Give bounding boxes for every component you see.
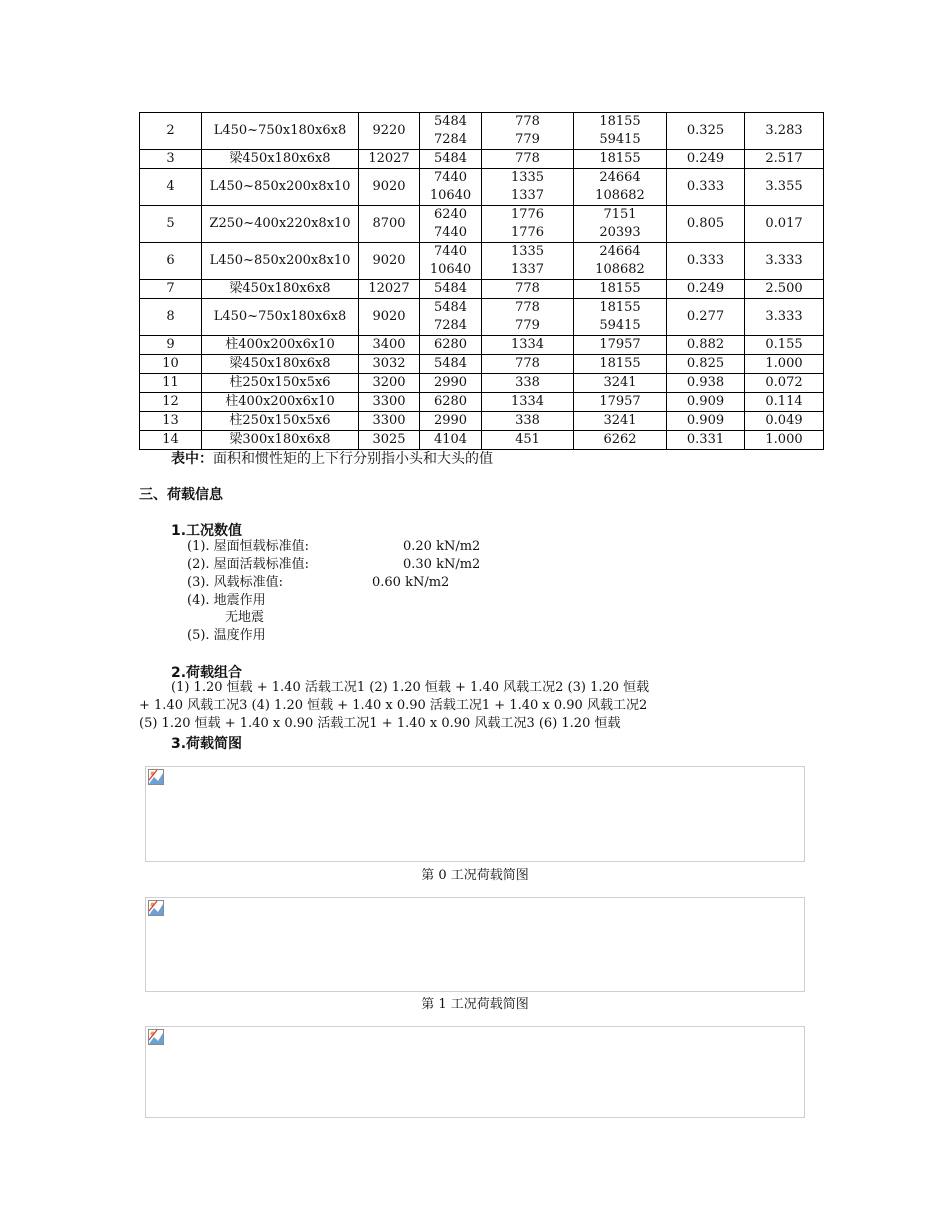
load-diagram-image [145,1026,805,1118]
cell-line: 24664 [599,244,641,259]
cell-section: L450~750x180x6x8 [202,113,359,150]
cell-iy [574,206,667,243]
cell-area [420,150,482,169]
table-note-text: 面积和惯性矩的上下行分别指小头和大头的值 [213,451,493,467]
cell-line: 18155 [599,151,641,166]
cell-line: 6240 [433,207,468,222]
cell-no: 4 [140,169,202,206]
cell-no: 8 [140,299,202,336]
cell-line: 1334 [510,337,545,352]
combination-line: + 1.40 风载工况3 (4) 1.20 恒载 + 1.40 x 0.90 活载工况1 + 1.40 x 0.90 风载工况2 [139,698,648,713]
cell-line: 3241 [603,413,637,428]
cell-no: 2 [140,113,202,150]
condition-item: (4). 地震作用 [187,593,266,608]
cell-no: 11 [140,374,202,393]
cell-no: 5 [140,206,202,243]
cell-iy [574,113,667,150]
cell-ratio-1: 0.249 [667,280,745,299]
cell-line: 778 [515,300,540,315]
cell-ratio-2: 3.355 [745,169,824,206]
cell-ratio-1: 0.325 [667,113,745,150]
cell-iy [574,280,667,299]
cell-length: 3300 [359,393,420,412]
cell-line: 5484 [433,151,468,166]
cell-line: 7284 [433,132,468,147]
combinations-title: 2.荷载组合 [171,665,243,681]
cell-length: 9020 [359,169,420,206]
cell-section: 柱250x150x5x6 [202,374,359,393]
cell-ratio-1: 0.938 [667,374,745,393]
condition-item: (5). 温度作用 [187,628,266,643]
cell-line: 778 [515,356,540,371]
cell-ratio-2: 3.333 [745,243,824,280]
cell-area [420,299,482,336]
cell-line: 5484 [433,281,468,296]
cell-length: 9020 [359,243,420,280]
table-row [140,169,824,206]
cell-line: 108682 [595,188,645,203]
broken-image-icon [148,1029,164,1045]
cell-line: 3241 [603,375,637,390]
cell-section: 梁450x180x6x8 [202,280,359,299]
cell-length: 9020 [359,299,420,336]
condition-item: (3). 风载标准值: [187,575,284,590]
cell-line: 6280 [433,337,468,352]
cell-ratio-1: 0.277 [667,299,745,336]
cell-ix [482,336,574,355]
cell-line: 779 [515,132,540,147]
table-note [171,448,493,468]
cell-ratio-2: 1.000 [745,431,824,450]
cell-no: 14 [140,431,202,450]
cell-line: 779 [515,318,540,333]
cell-no: 12 [140,393,202,412]
cell-no: 9 [140,336,202,355]
table-row [140,113,824,150]
cell-line: 6262 [603,432,637,447]
condition-value: 0.30 kN/m2 [403,557,481,572]
cell-area [420,431,482,450]
cell-line: 18155 [599,114,641,129]
cell-line: 7440 [433,225,468,240]
cell-section: 柱400x200x6x10 [202,393,359,412]
load-diagram-image [145,897,805,992]
cell-line: 17957 [599,394,641,409]
cell-no: 7 [140,280,202,299]
cell-line: 5484 [433,114,468,129]
table-row [140,150,824,169]
table-note-label: 表中： [171,451,213,467]
cell-section: 柱250x150x5x6 [202,412,359,431]
cell-ix [482,412,574,431]
cell-ix [482,169,574,206]
condition-value: 0.20 kN/m2 [403,539,481,554]
cell-section: 梁300x180x6x8 [202,431,359,450]
cell-section: L450~750x180x6x8 [202,299,359,336]
cell-line: 778 [515,114,540,129]
load-diagram-image [145,766,805,862]
condition-item: 无地震 [225,610,265,625]
table-row [140,243,824,280]
cell-iy [574,374,667,393]
cell-section: 梁450x180x6x8 [202,150,359,169]
condition-value: 0.60 kN/m2 [372,575,450,590]
table-row [140,393,824,412]
cell-ratio-2: 2.500 [745,280,824,299]
cell-iy [574,412,667,431]
cell-iy [574,150,667,169]
section-title: 三、荷载信息 [139,487,223,503]
cell-line: 108682 [595,262,645,277]
cell-line: 2990 [433,413,468,428]
cell-ratio-2: 3.283 [745,113,824,150]
cell-length: 3025 [359,431,420,450]
cell-length: 3200 [359,374,420,393]
cell-area [420,393,482,412]
combination-line: (1) 1.20 恒载 + 1.40 活载工况1 (2) 1.20 恒载 + 1.40 风载工况2 (3) 1.20 恒载 [171,680,650,695]
cell-area [420,374,482,393]
table-row [140,336,824,355]
cell-ratio-2: 0.114 [745,393,824,412]
cell-area [420,355,482,374]
table-row [140,206,824,243]
cell-line: 6280 [433,394,468,409]
cell-line: 338 [515,375,540,390]
cell-ix [482,299,574,336]
member-table [139,112,824,450]
cell-ratio-2: 0.072 [745,374,824,393]
cell-iy [574,431,667,450]
cell-line: 1776 [510,207,545,222]
combinations-text [139,679,809,733]
cell-line: 59415 [599,318,641,333]
cell-line: 10640 [429,188,472,203]
cell-section: 梁450x180x6x8 [202,355,359,374]
cell-no: 13 [140,412,202,431]
cell-ix [482,206,574,243]
conditions-title: 1.工况数值 [171,523,243,539]
cell-line: 4104 [433,432,468,447]
table-row [140,431,824,450]
cell-line: 1337 [510,262,545,277]
cell-area [420,243,482,280]
cell-no: 6 [140,243,202,280]
cell-line: 1776 [510,225,545,240]
figure-caption: 第 1 工况荷载简图 [421,997,529,1012]
cell-ratio-2: 2.517 [745,150,824,169]
cell-line: 18155 [599,300,641,315]
table-row [140,412,824,431]
cell-iy [574,243,667,280]
cell-line: 5484 [433,300,468,315]
table-row [140,355,824,374]
table-row [140,374,824,393]
cell-line: 18155 [599,356,641,371]
cell-line: 1334 [510,394,545,409]
cell-ratio-1: 0.909 [667,393,745,412]
cell-area [420,412,482,431]
cell-ix [482,355,574,374]
table-row [140,280,824,299]
cell-length: 8700 [359,206,420,243]
cell-section: L450~850x200x8x10 [202,243,359,280]
cell-line: 17957 [599,337,641,352]
cell-ix [482,280,574,299]
cell-line: 24664 [599,170,641,185]
cell-length: 9220 [359,113,420,150]
broken-image-icon [148,900,164,916]
cell-iy [574,393,667,412]
cell-iy [574,169,667,206]
cell-ix [482,393,574,412]
cell-line: 1335 [510,170,545,185]
cell-line: 20393 [599,225,641,240]
cell-line: 778 [515,151,540,166]
cell-ratio-1: 0.249 [667,150,745,169]
cell-line: 18155 [599,281,641,296]
broken-image-icon [148,769,164,785]
cell-line: 451 [515,432,540,447]
cell-iy [574,355,667,374]
cell-line: 59415 [599,132,641,147]
cell-ix [482,113,574,150]
cell-line: 338 [515,413,540,428]
cell-line: 778 [515,281,540,296]
cell-ratio-1: 0.331 [667,431,745,450]
figure-caption: 第 0 工况荷载简图 [421,868,529,883]
cell-length: 3032 [359,355,420,374]
cell-ratio-2: 0.155 [745,336,824,355]
cell-length: 3300 [359,412,420,431]
cell-line: 5484 [433,356,468,371]
combination-line: (5) 1.20 恒载 + 1.40 x 0.90 活载工况1 + 1.40 x 0.90 风载工况3 (6) 1.20 恒载 [139,716,621,731]
cell-iy [574,336,667,355]
cell-no: 3 [140,150,202,169]
cell-length: 12027 [359,150,420,169]
cell-ratio-2: 1.000 [745,355,824,374]
diagrams-title: 3.荷载简图 [171,736,243,752]
cell-ratio-1: 0.909 [667,412,745,431]
cell-section: L450~850x200x8x10 [202,169,359,206]
member-table-body [140,113,824,450]
cell-area [420,169,482,206]
cell-ratio-2: 0.049 [745,412,824,431]
cell-length: 3400 [359,336,420,355]
cell-iy [574,299,667,336]
cell-line: 7440 [433,244,468,259]
cell-area [420,113,482,150]
cell-line: 2990 [433,375,468,390]
cell-ratio-1: 0.882 [667,336,745,355]
cell-line: 7151 [603,207,637,222]
cell-ix [482,243,574,280]
cell-line: 7284 [433,318,468,333]
cell-no: 10 [140,355,202,374]
condition-item: (1). 屋面恒载标准值: [187,539,310,554]
table-row [140,299,824,336]
cell-line: 7440 [433,170,468,185]
cell-section: Z250~400x220x8x10 [202,206,359,243]
condition-item: (2). 屋面活载标准值: [187,557,310,572]
cell-area [420,206,482,243]
cell-ix [482,431,574,450]
cell-ratio-1: 0.805 [667,206,745,243]
cell-area [420,280,482,299]
cell-section: 柱400x200x6x10 [202,336,359,355]
cell-ratio-2: 0.017 [745,206,824,243]
cell-ratio-1: 0.333 [667,243,745,280]
cell-length: 12027 [359,280,420,299]
cell-line: 10640 [429,262,472,277]
cell-line: 1335 [510,244,545,259]
cell-area [420,336,482,355]
cell-ratio-1: 0.333 [667,169,745,206]
cell-ratio-1: 0.825 [667,355,745,374]
cell-ix [482,374,574,393]
cell-ratio-2: 3.333 [745,299,824,336]
cell-ix [482,150,574,169]
cell-line: 1337 [510,188,545,203]
